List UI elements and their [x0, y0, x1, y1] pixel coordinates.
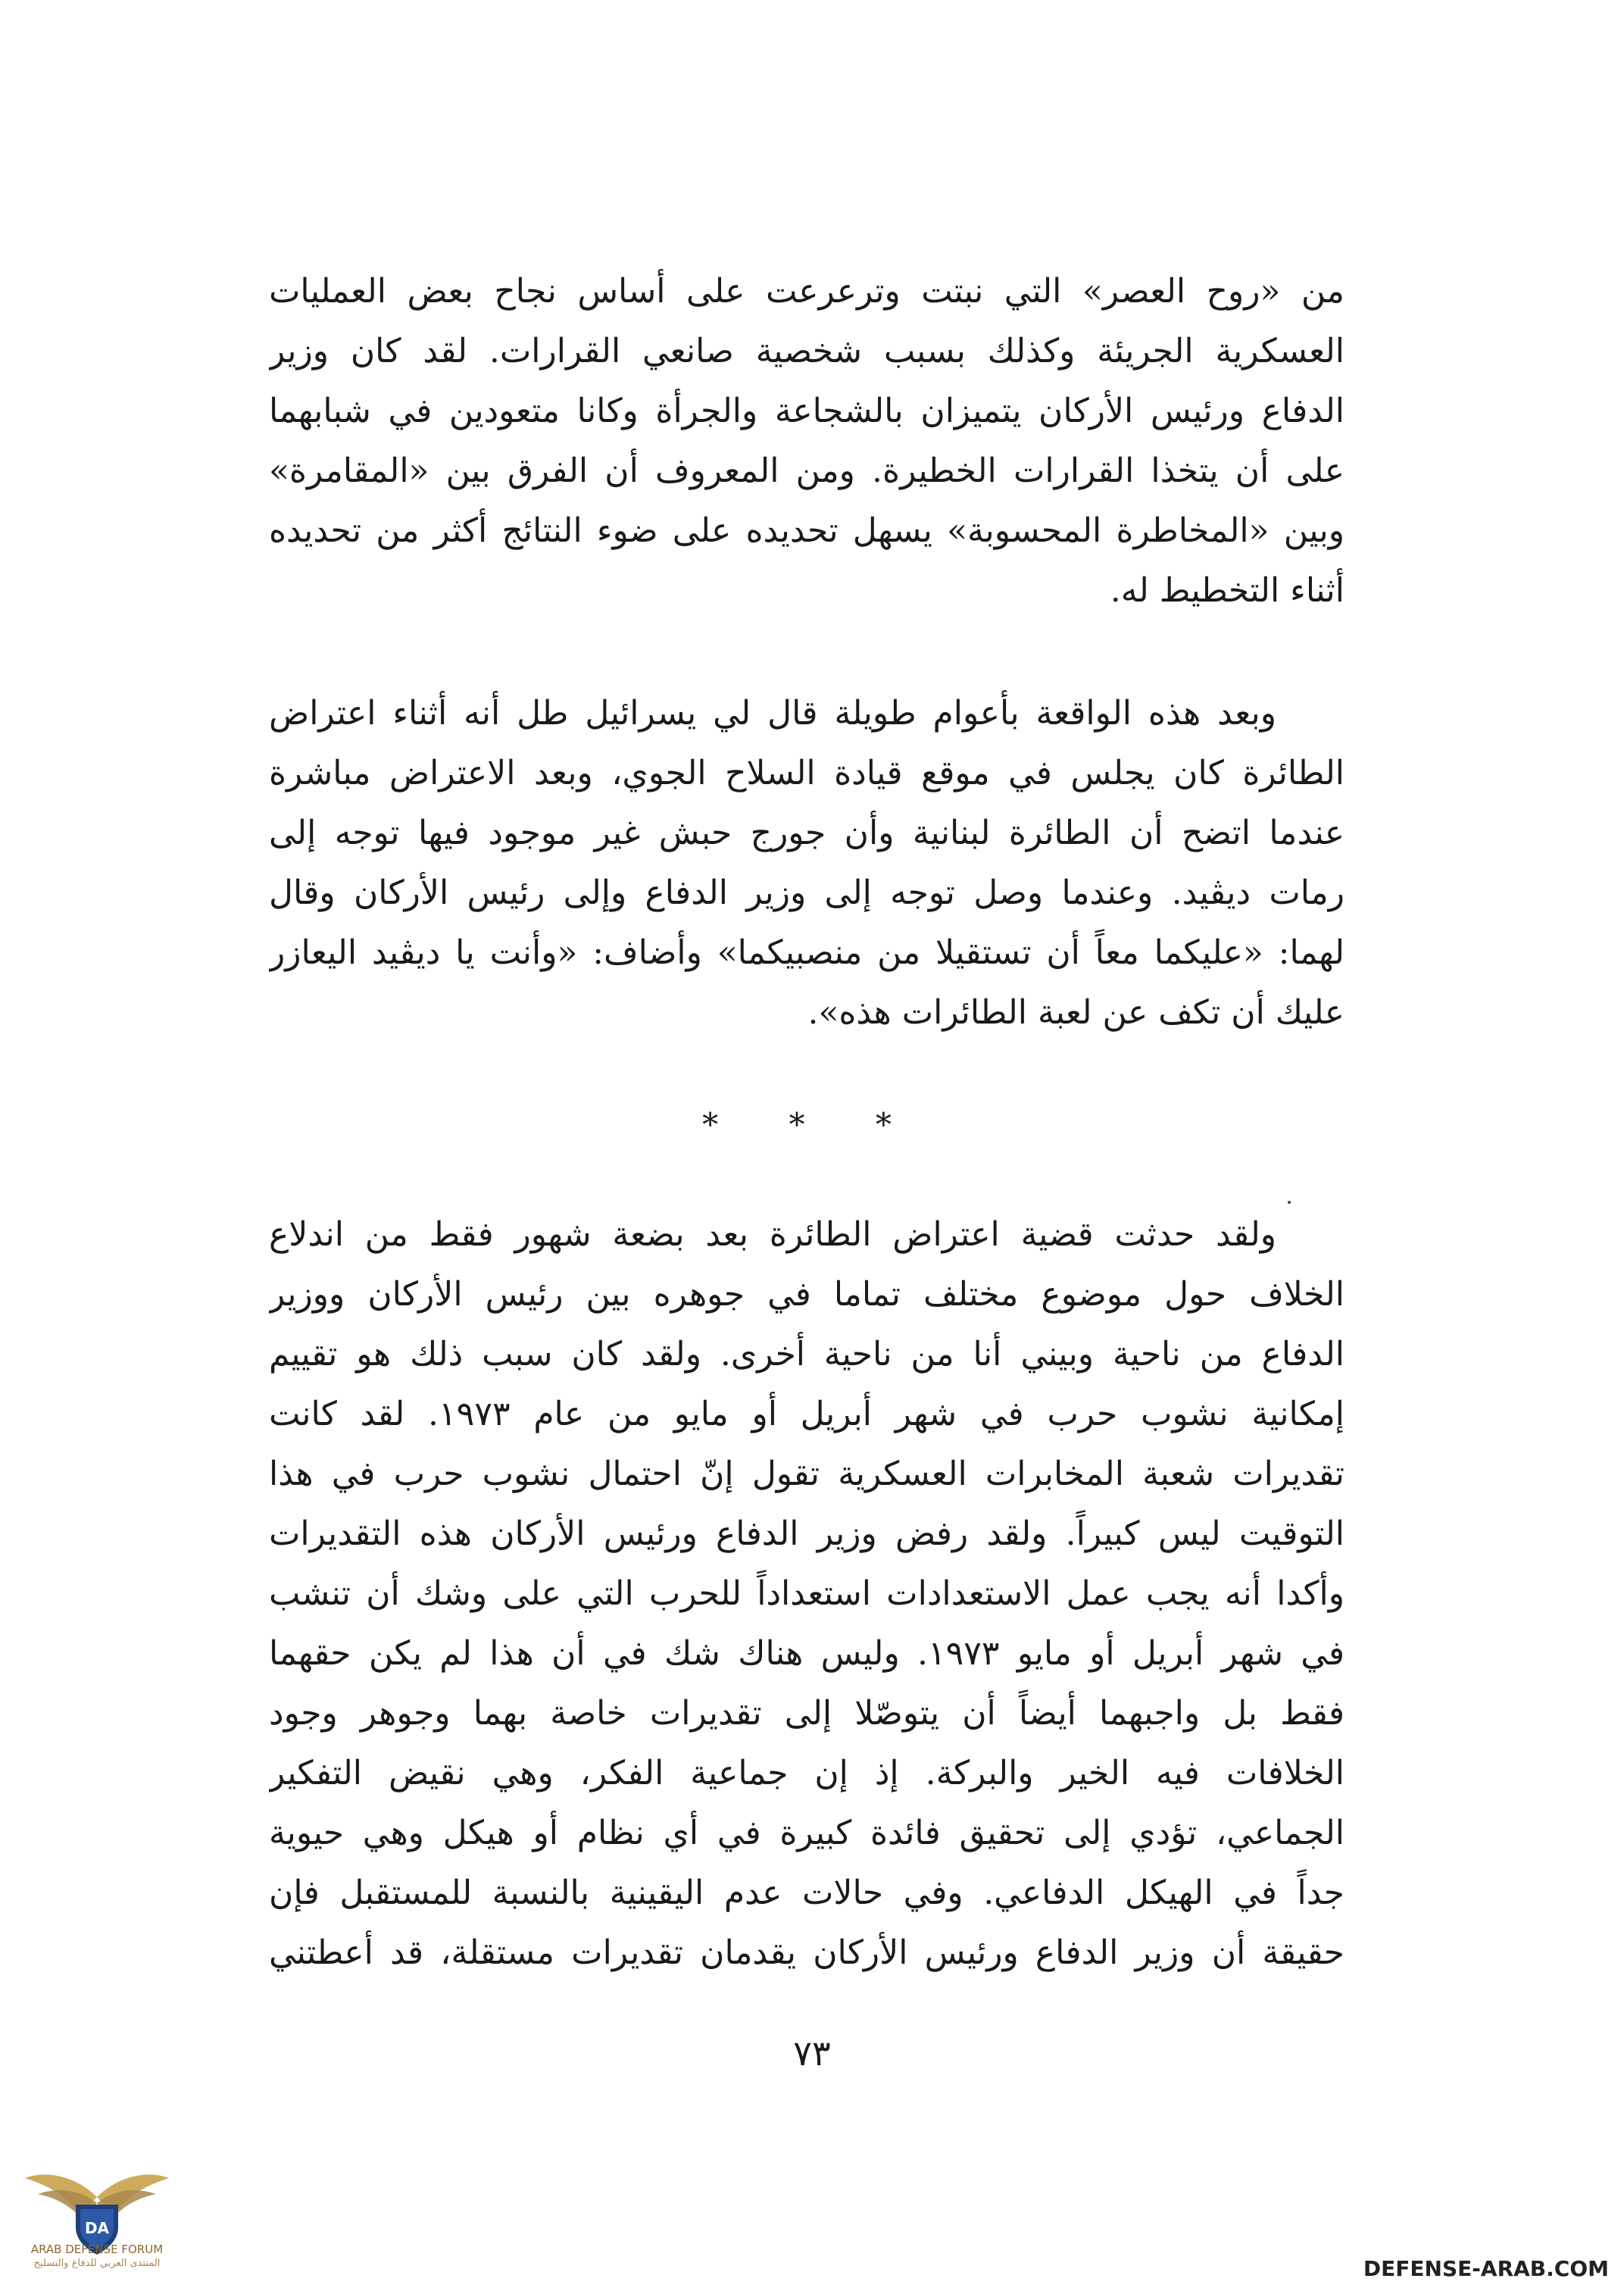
text-line: فقط بل واجبهما أيضاً أن يتوصّلا إلى تقديرات خاصة بهما وجوهر وجود	[269, 1694, 1344, 1733]
text-line: عليك أن تكف عن لعبة الطائرات هذه».	[807, 993, 1344, 1032]
text-line: حقيقة أن وزير الدفاع ورئيس الأركان يقدمان تقديرات مستقلة، قد أعطتني	[269, 1933, 1344, 1972]
paragraph-2	[269, 683, 1344, 1042]
text-line: ولقد حدثت قضية اعتراض الطائرة بعد بضعة شهور فقط من اندلاع	[269, 1215, 1277, 1254]
text-line: عندما اتضح أن الطائرة لبنانية وأن جورج حبش غير موجود فيها توجه إلى	[269, 814, 1344, 852]
logo-caption: ARAB DEFENSE FORUM	[30, 2243, 164, 2256]
logo-letters: DA	[84, 2219, 110, 2237]
text-line: إمكانية نشوب حرب في شهر أبريل أو مايو من عام ١٩٧٣. لقد كانت	[269, 1395, 1344, 1433]
text-line: على أن يتخذا القرارات الخطيرة. ومن المعروف أن الفرق بين «المقامرة»	[269, 452, 1344, 490]
section-separator: * * *	[702, 1106, 922, 1143]
text-line: لهما: «عليكما معاً أن تستقيلا من منصبيكما» وأضاف: «وأنت يا ديڤيد اليعازر	[269, 933, 1344, 972]
text-line: أثناء التخطيط له.	[1110, 571, 1344, 610]
text-line: الدفاع ورئيس الأركان يتميزان بالشجاعة والجرأة وكانا متعودين في شبابهما	[269, 392, 1344, 430]
text-line: تقديرات شعبة المخابرات العسكرية تقول إنّ احتمال نشوب حرب في هذا	[269, 1455, 1344, 1493]
text-line: الخلاف حول موضوع مختلف تماما في جوهره بين رئيس الأركان ووزير	[269, 1275, 1344, 1314]
text-line: العسكرية الجريئة وكذلك بسبب شخصية صانعي القرارات. لقد كان وزير	[269, 332, 1344, 370]
paragraph-1	[269, 261, 1344, 620]
text-line: الخلافات فيه الخير والبركة. إذ إن جماعية الفكر، وهي نقيض التفكير	[269, 1754, 1344, 1792]
text-line: وبين «المخاطرة المحسوبة» يسهل تحديده على ضوء النتائج أكثر من تحديده	[269, 511, 1344, 550]
text-line: وبعد هذه الواقعة بأعوام طويلة قال لي يسرائيل طل أنه أثناء اعتراض	[269, 694, 1276, 733]
text-line: من «روح العصر» التي نبتت وترعرعت على أساس نجاح بعض العمليات	[269, 272, 1344, 311]
text-line: الطائرة كان يجلس في موقع قيادة السلاح الجوي، وبعد الاعتراض مباشرة	[269, 754, 1344, 792]
site-url-watermark: DEFENSE-ARAB.COM	[1363, 2256, 1609, 2281]
paragraph-3	[269, 1205, 1344, 1983]
text-line: الجماعي، تؤدي إلى تحقيق فائدة كبيرة في أي نظام أو هيكل وهي حيوية	[269, 1814, 1344, 1852]
text-line: الدفاع من ناحية وبيني أنا من ناحية أخرى. ولقد كان سبب ذلك هو تقييم	[269, 1335, 1344, 1374]
scan-speck	[1288, 1201, 1291, 1204]
text-line: جداً في الهيكل الدفاعي. وفي حالات عدم اليقينية بالنسبة للمستقبل فإن	[269, 1874, 1344, 1912]
text-line: في شهر أبريل أو مايو ١٩٧٣. وليس هناك شك في أن هذا لم يكن حقهما	[269, 1634, 1344, 1673]
logo-caption-arabic: المنتدى العربي للدفاع والتسليح	[33, 2258, 161, 2269]
text-line: وأكدا أنه يجب عمل الاستعدادات استعداداً للحرب التي على وشك أن تنشب	[269, 1574, 1344, 1613]
text-line: التوقيت ليس كبيراً. ولقد رفض وزير الدفاع ورئيس الأركان هذه التقديرات	[269, 1514, 1344, 1553]
page-number: ٧٣	[793, 2033, 831, 2074]
text-line: رمات ديڤيد. وعندما وصل توجه إلى وزير الدفاع وإلى رئيس الأركان وقال	[269, 874, 1344, 912]
